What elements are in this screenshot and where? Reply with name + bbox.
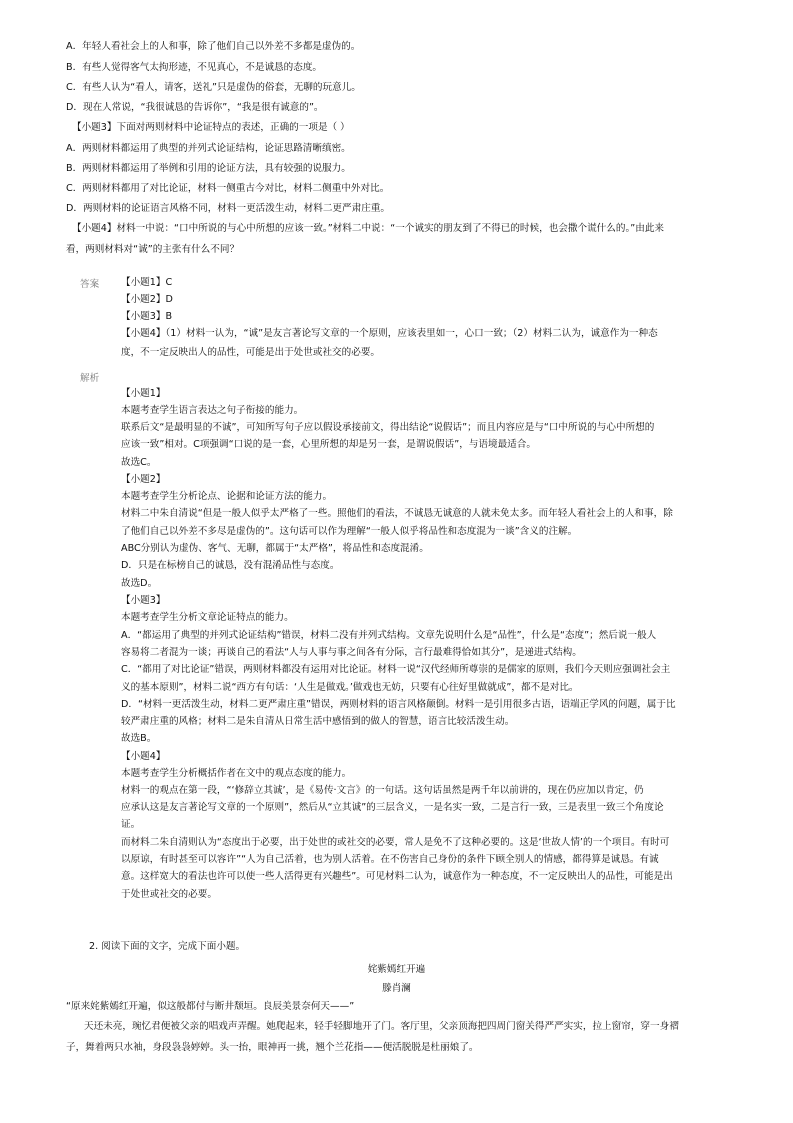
analysis-line: 应承认这是友言著论写文章的一个原则”，然后从“立其诚”的三层含义，一是名实一致，二是言行一致，三是表里一致三个角度论: [121, 802, 664, 813]
analysis-line: 了他们自己以外差不多尽是虚伪的”。这句话可以作为理解“一般人似乎将品性和态度混为一谈”含义的注解。: [121, 526, 578, 537]
option-b: B．两则材料都运用了举例和引用的论证方法，具有较强的说服力。: [66, 163, 351, 174]
analysis-line: 于处世或社交的必要。: [121, 889, 217, 900]
analysis-line: 容易将二者混为一谈；再谈自己的看法“人与人事与事之间各有分际，言行最难得恰如其分”，是递进式结构。: [121, 647, 582, 658]
analysis-line: 本题考查学生语言表达之句子衔接的能力。: [121, 405, 304, 416]
analysis-line: 【小题4】: [121, 751, 166, 762]
analysis-line: 故选D。: [121, 578, 158, 589]
option-d: D．两则材料的论证语言风格不同，材料一更活泼生动，材料二更严肃庄重。: [66, 203, 390, 214]
answer-4-cont: 度，不一定反映出人的品性，可能是出于处世或社交的必要。: [121, 347, 381, 358]
story-author: 滕肖澜: [382, 983, 411, 994]
question-4-line-2: 看，两则材料对“诚”的主张有什么不同？: [66, 244, 240, 255]
story-line-3: 子，舞着两只水袖，身段袅袅婷婷。头一抬，眼神再一挑，翘个兰花指——便活脱脱是杜丽娘了。: [66, 1042, 479, 1053]
analysis-line: 【小题1】: [121, 388, 166, 399]
option-d: D．现在人常说，“我很诚恳的告诉你”，“我是很有诚意的”。: [66, 102, 324, 113]
analysis-line: 材料二中朱自清说“但是一般人似乎太严格了一些。照他们的看法，不诚恳无诚意的人就未免太多。而年轻人看社会上的人和事，除: [121, 508, 673, 519]
answer-3: 【小题3】B: [121, 311, 173, 322]
analysis-line: 而材料二朱自清则认为“态度出于必要，出于处世的或社交的必要，常人是免不了这种必要的。这是‘世故人情’的一个项目。有时可: [121, 837, 670, 848]
analysis-line: 材料一的观点在第一段，“‘修辞立其诚’，是《易传·文言》的一句话。这句话虽然是两千年以前讲的，现在仍应加以肯定，仍: [121, 785, 644, 796]
analysis-line: 【小题3】: [121, 595, 166, 606]
question-3-stem: 【小题3】下面对两则材料中论证特点的表述，正确的一项是（ ）: [72, 122, 350, 133]
analysis-line: 联系后文“是最明显的不诚”，可知所写句子应以假设承接前文，得出结论“说假话”；而且内容应是与“口中所说的与心中所想的: [121, 422, 655, 433]
analysis-line: 本题考查学生分析论点、论据和论证方法的能力。: [121, 491, 333, 502]
analysis-line: 本题考查学生分析概括作者在文中的观点态度的能力。: [121, 768, 352, 779]
answer-4: 【小题4】（1）材料一认为，“诚”是友言著论写文章的一个原则，应该表里如一，心口一致；（2）材料二认为，诚意作为一种态: [121, 328, 658, 339]
option-b: B．有些人觉得客气太拘形迹，不见真心，不是诚恳的态度。: [66, 62, 323, 73]
analysis-line: 应该一致”相对。C项强调“口说的是一套，心里所想的却是另一套，是谓说假话”，与语境最适合。: [121, 439, 536, 450]
analysis-line: 本题考查学生分析文章论证特点的能力。: [121, 612, 294, 623]
analysis-line: ABC分别认为虚伪、客气、无聊，都属于“太严格”，将品性和态度混淆。: [121, 543, 429, 554]
analysis-line: D．“材料一更活泼生动，材料二更严肃庄重”错误，两则材料的语言风格颠倒。材料一是引用很多古语，语端正学风的问题，属于比: [121, 699, 676, 710]
option-c: C．有些人认为“看人，请客，送礼”只是虚伪的俗套，无聊的玩意儿。: [66, 82, 361, 93]
analysis-line: D．只是在标榜自己的诚恳，没有混淆品性与态度。: [121, 560, 340, 571]
analysis-label: 解析: [80, 373, 100, 384]
option-c: C．两则材料都用了对比论证，材料一侧重古今对比，材料二侧重中外对比。: [66, 183, 390, 194]
analysis-line: 义的基本原则”，材料二说“西方有句话：‘人生是做戏。’做戏也无妨，只要有心往好里做就成”，都不是对比。: [121, 682, 579, 693]
option-a: A．年轻人看社会上的人和事，除了他们自己以外差不多都是虚伪的。: [66, 41, 361, 52]
analysis-line: 以原谅，有时甚至可以容许”“人为自己活着，也为别人活着。在不伤害自己身份的条件下顾全别人的情感，都得算是诚恳。有诚: [121, 854, 659, 865]
analysis-line: 较严肃庄重的风格；材料二是朱自清从日常生活中感悟到的做人的智慧，语言比较活泼生动。: [121, 716, 515, 727]
analysis-line: 意。这样宽大的看法也许可以使一些人活得更有兴趣些”。可见材料二认为，诚意作为一种态度，不一定反映出人的品性，可能是出: [121, 871, 673, 882]
analysis-line: 故选B。: [121, 733, 157, 744]
story-line-2: 天还未亮，琬忆君便被父亲的唱戏声弄醒。她爬起来，轻手轻脚地开了门。客厅里，父亲顶海把四周门窗关得严严实实，拉上窗帘，穿一身褶: [84, 1021, 679, 1032]
story-line-1: “原来姹紫嫣红开遍，似这般都付与断井颓垣。良辰美景奈何天——”: [66, 1001, 355, 1012]
answer-label: 答案: [80, 279, 100, 290]
answer-2: 【小题2】D: [121, 294, 173, 305]
analysis-line: A．“都运用了典型的并列式论证结构”错误，材料二没有并列式结构。文章先说明什么是“品性”，什么是“态度”；然后说一般人: [121, 630, 657, 641]
analysis-line: 证。: [121, 819, 141, 830]
analysis-line: C．“都用了对比论证”错误，两则材料都没有运用对比论证。材料一说“汉代经师所尊崇的是儒家的原则，我们今天则应强调社会主: [121, 664, 671, 675]
story-title: 姹紫嫣红开遍: [367, 964, 426, 975]
answer-1: 【小题1】C: [121, 277, 173, 288]
question-4-line-1: 【小题4】材料一中说：“口中所说的与心中所想的应该一致。”材料二中说：“一个诚实的朋友到了不得已的时候，也会撒个谎什么的。”由此来: [72, 223, 665, 234]
analysis-line: 故选C。: [121, 457, 157, 468]
option-a: A．两则材料都运用了典型的并列式论证结构，论证思路清晰缜密。: [66, 143, 351, 154]
next-question-stem: 2. 阅读下面的文字，完成下面小题。: [89, 941, 246, 952]
analysis-line: 【小题2】: [121, 474, 166, 485]
